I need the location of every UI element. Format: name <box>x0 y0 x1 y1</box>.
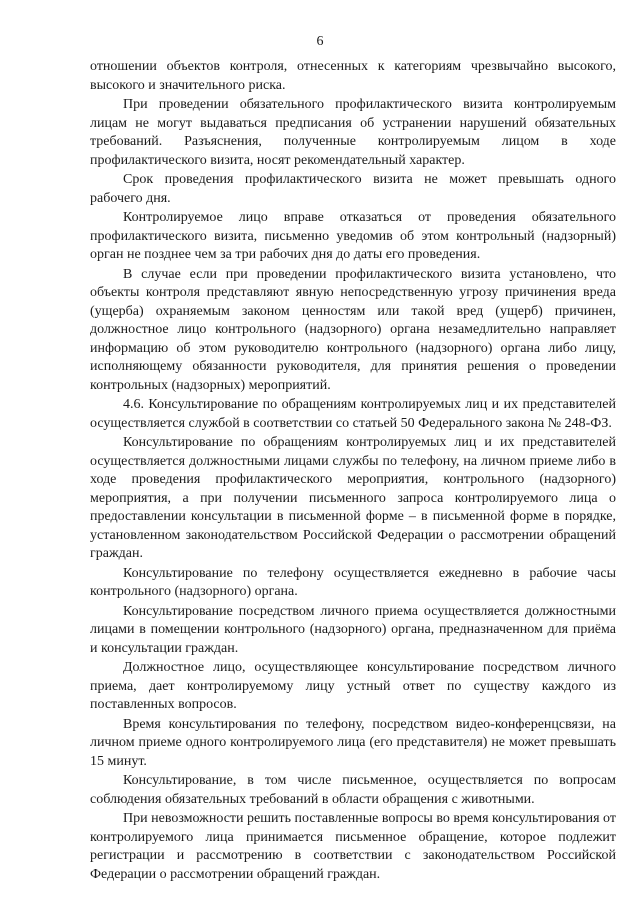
page-number: 6 <box>316 34 324 49</box>
paragraph: В случае если при проведении профилактического визита установлено, что объекты контроля представляют явную непосредственную угрозу причинения вреда (ущерба) охраняемым законом ценностям или такой вред (ущерб) причинен, должностное лицо контрольного (надзорного) органа незамедлительно направляет информацию об этом руководителю контрольного (надзорного) органа либо лицу, исполняющему обязанности руководителя, для принятия решения о проведении контрольных (надзорных) мероприятий. <box>90 266 616 393</box>
paragraph: Консультирование посредством личного приема осуществляется должностными лицами в помещении контрольного (надзорного) органа, предназначенном для приёма и консультации граждан. <box>90 603 616 656</box>
paragraph: Консультирование по обращениям контролируемых лиц и их представителей осуществляется должностными лицами службы по телефону, на личном приеме либо в ходе проведения профилактического мероприятия, контрольного (надзорного) мероприятия, а при получении письменного запроса контролируемого лица о предоставлении консультации в письменной форме – в письменной форме в порядке, установленном законодательством Российской Федерации о рассмотрении обращений граждан. <box>90 435 616 561</box>
paragraph: Консультирование по телефону осуществляется ежедневно в рабочие часы контрольного (надзорного) органа. <box>90 565 616 599</box>
section-paragraph-4-6: 4.6. Консультирование по обращениям контролируемых лиц и их представителей осуществляется службой в соответствии со статьей 50 Федерального закона № 248-ФЗ. <box>90 397 616 431</box>
document-body <box>90 58 616 885</box>
paragraph: При невозможности решить поставленные вопросы во время консультирования от контролируемого лица принимается письменное обращение, которое подлежит регистрации и рассмотрению в соответствии с законодательством Российской Федерации о рассмотрении обращений граждан. <box>90 811 616 882</box>
paragraph: Консультирование, в том числе письменное, осуществляется по вопросам соблюдения обязательных требований в области обращения с животными. <box>90 773 616 807</box>
paragraph: Срок проведения профилактического визита не может превышать одного рабочего дня. <box>90 172 616 206</box>
paragraph: Время консультирования по телефону, посредством видео-конференцсвязи, на личном приеме одного контролируемого лица (его представителя) не может превышать 15 минут. <box>90 716 616 769</box>
paragraph: отношении объектов контроля, отнесенных к категориям чрезвычайно высокого, высокого и значительного риска. <box>90 59 616 93</box>
paragraph: Контролируемое лицо вправе отказаться от проведения обязательного профилактического визита, письменно уведомив об этом контрольный (надзорный) орган не позднее чем за три рабочих дня до даты его проведения. <box>90 210 616 262</box>
paragraph: Должностное лицо, осуществляющее консультирование посредством личного приема, дает контролируемому лицу устный ответ по существу каждого из поставленных вопросов. <box>90 660 616 712</box>
paragraph: При проведении обязательного профилактического визита контролируемым лицам не могут выдаваться предписания об устранении нарушений обязательных требований. Разъяснения, полученные контролируемым лицом в ходе профилактического визита, носят рекомендательный характер. <box>90 97 616 168</box>
